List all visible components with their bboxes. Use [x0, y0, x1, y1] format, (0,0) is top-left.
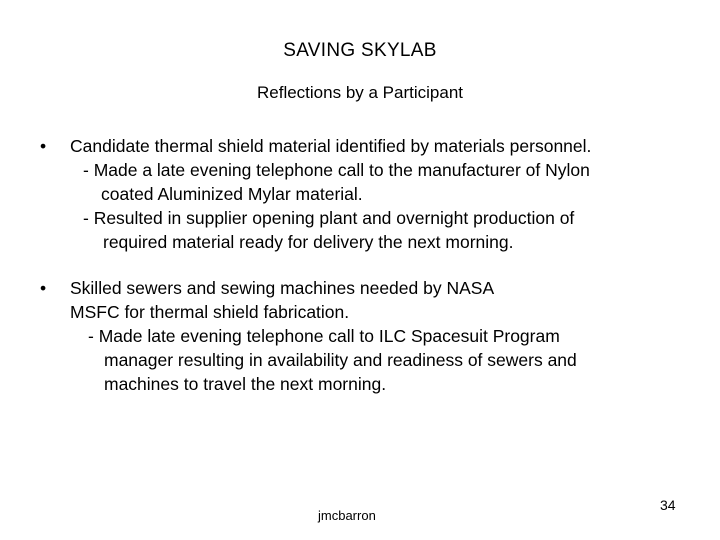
sub-bullet-line: required material ready for delivery the next morning. [103, 232, 514, 252]
slide-subtitle-text: Reflections by a Participant [257, 83, 463, 102]
slide-subtitle [0, 83, 720, 103]
bullet-line: Skilled sewers and sewing machines needed by NASA [70, 278, 495, 298]
bullet-line: MSFC for thermal shield fabrication. [70, 302, 350, 322]
sub-bullet-line: - Resulted in supplier opening plant and overnight production of [83, 208, 575, 228]
page-number: 34 [660, 497, 676, 513]
sub-bullet-line: - Made a late evening telephone call to the manufacturer of Nylon [83, 160, 590, 180]
slide-title: SAVING SKYLAB [283, 40, 437, 61]
sub-bullet-line: - Made late evening telephone call to ILC Spacesuit Program [88, 326, 560, 346]
sub-bullet-line: coated Aluminized Mylar material. [101, 184, 363, 204]
bullet-line: Candidate thermal shield material identified by materials personnel. [70, 136, 592, 156]
bullet-dot-icon: • [40, 136, 47, 156]
sub-bullet-line: machines to travel the next morning. [104, 374, 387, 394]
bullet-dot-icon: • [40, 278, 47, 298]
footer-author: jmcbarron [318, 508, 376, 523]
sub-bullet-line: manager resulting in availability and readiness of sewers and [104, 350, 577, 370]
